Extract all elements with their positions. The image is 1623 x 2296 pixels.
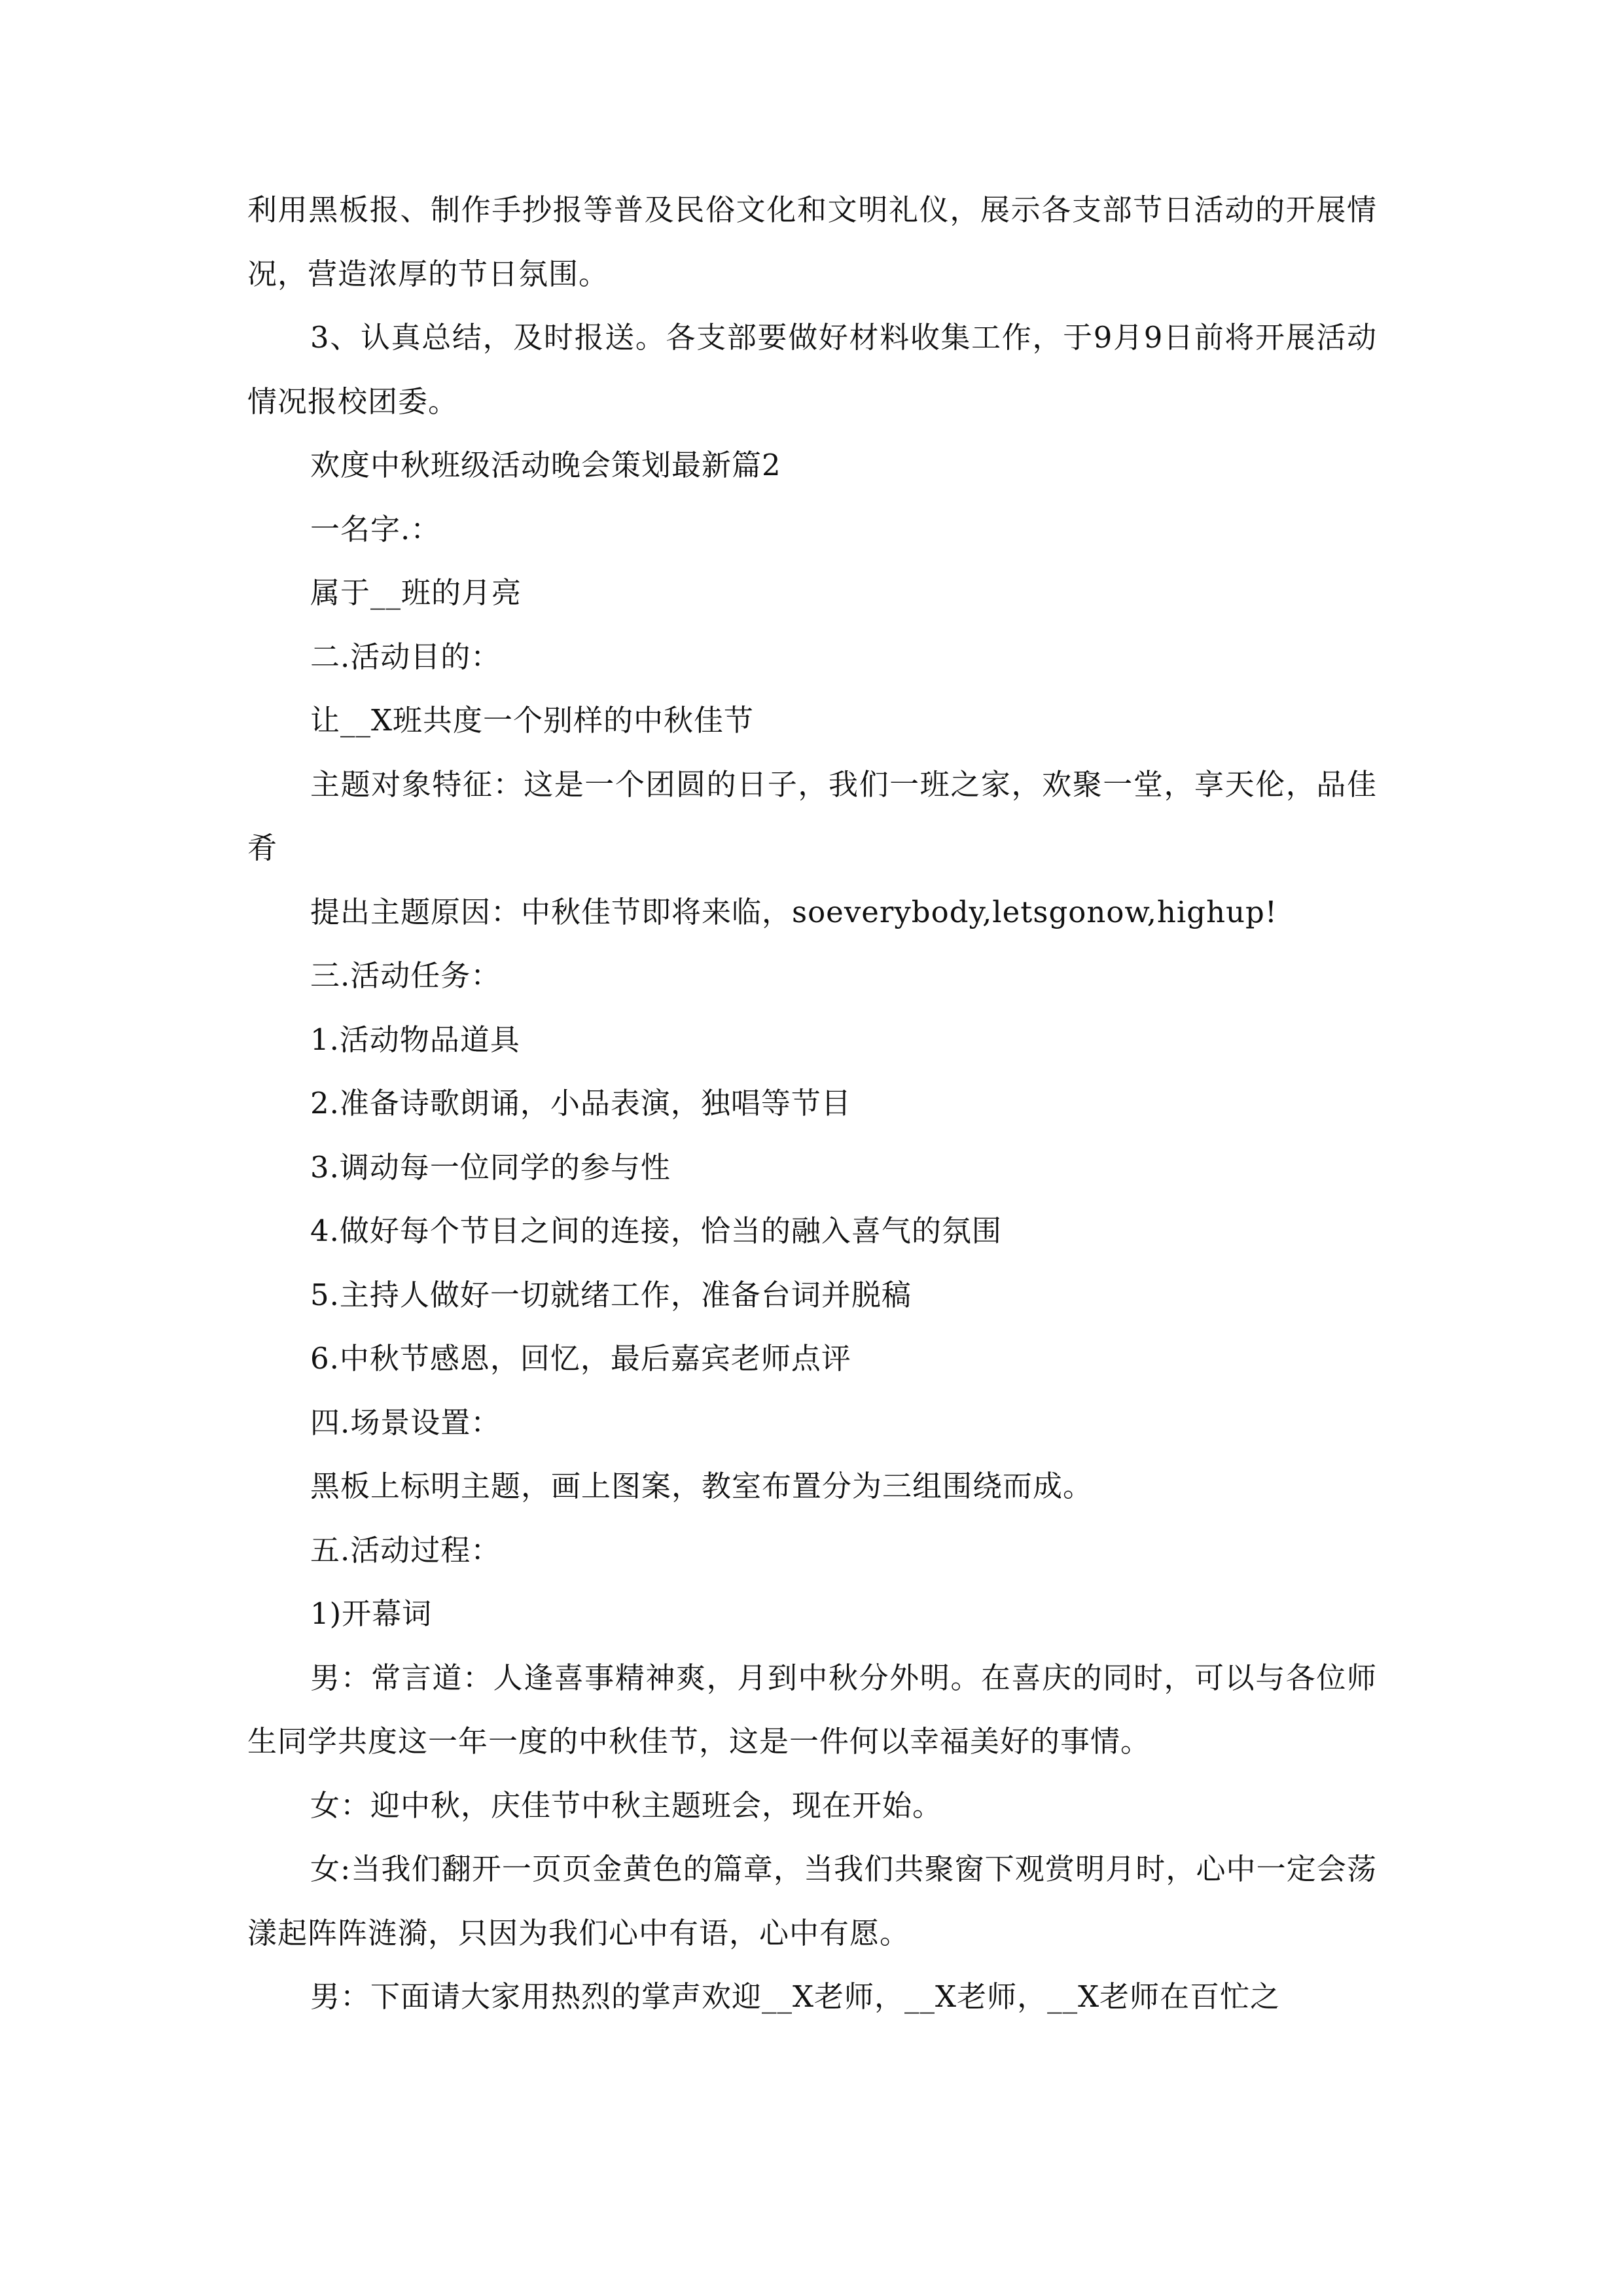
paragraph-20: 1)开幕词 xyxy=(310,1596,433,1631)
paragraph-5: 属于__班的月亮 xyxy=(310,575,522,610)
paragraph-16: 6.中秋节感恩，回忆，最后嘉宾老师点评 xyxy=(310,1341,851,1376)
paragraph-10: 三.活动任务： xyxy=(310,958,501,993)
section-heading: 欢度中秋班级活动晚会策划最新篇2 xyxy=(310,448,781,482)
paragraph-23: 女:当我们翻开一页页金黄色的篇章，当我们共聚窗下观赏明月时，心中一定会荡漾起阵阵涟漪，只因为我们心中有语，心中有愿。 xyxy=(247,1852,1377,1950)
paragraph-9: 提出主题原因：中秋佳节即将来临，soeverybody,letsgonow,highup! xyxy=(310,894,1277,929)
paragraph-7: 让__X班共度一个别样的中秋佳节 xyxy=(310,703,755,738)
paragraph-19: 五.活动过程： xyxy=(310,1532,501,1568)
paragraph-6: 二.活动目的： xyxy=(310,639,501,674)
paragraph-15: 5.主持人做好一切就绪工作，准备台词并脱稿 xyxy=(310,1277,912,1312)
document-page xyxy=(247,178,1377,2029)
paragraph-18: 黑板上标明主题，画上图案，教室布置分为三组围绕而成。 xyxy=(310,1469,1094,1503)
paragraph-8: 主题对象特征：这是一个团圆的日子，我们一班之家，欢聚一堂，享天伦，品佳肴 xyxy=(247,766,1377,865)
paragraph-17: 四.场景设置： xyxy=(310,1405,501,1440)
paragraph-24: 男：下面请大家用热烈的掌声欢迎__X老师，__X老师，__X老师在百忙之 xyxy=(310,1979,1281,2014)
paragraph-1: 利用黑板报、制作手抄报等普及民俗文化和文明礼仪，展示各支部节日活动的开展情况，营造浓厚的节日氛围。 xyxy=(247,192,1377,291)
paragraph-12: 2.准备诗歌朗诵，小品表演，独唱等节目 xyxy=(310,1086,851,1121)
paragraph-2: 3、认真总结，及时报送。各支部要做好材料收集工作，于9月9日前将开展活动情况报校团委。 xyxy=(247,320,1377,419)
paragraph-14: 4.做好每个节目之间的连接，恰当的融入喜气的氛围 xyxy=(310,1213,1002,1248)
paragraph-22: 女：迎中秋，庆佳节中秋主题班会，现在开始。 xyxy=(310,1787,943,1823)
paragraph-13: 3.调动每一位同学的参与性 xyxy=(310,1149,671,1185)
paragraph-11: 1.活动物品道具 xyxy=(310,1022,520,1057)
paragraph-4: 一名字.： xyxy=(310,511,441,547)
paragraph-21: 男：常言道：人逢喜事精神爽，月到中秋分外明。在喜庆的同时，可以与各位师生同学共度这一年一度的中秋佳节，这是一件何以幸福美好的事情。 xyxy=(247,1660,1377,1759)
